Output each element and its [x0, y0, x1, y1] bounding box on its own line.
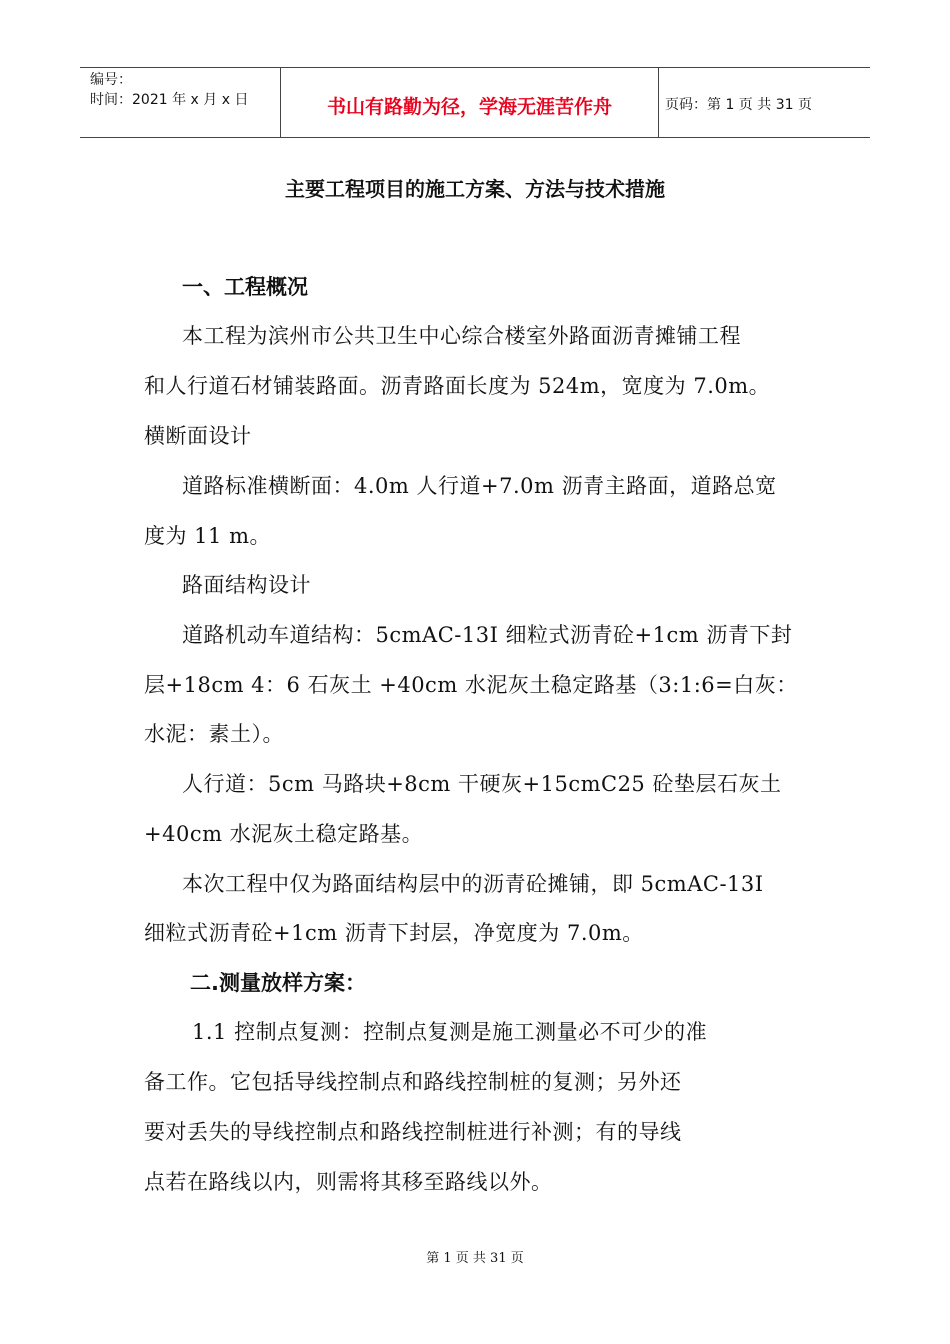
- header-page-cell: [659, 68, 870, 137]
- paragraph-line: +40cm 水泥灰土稳定路基。: [144, 822, 424, 846]
- paragraph-line: 水泥：素土）。: [144, 722, 284, 746]
- paragraph-line: 路面结构设计: [182, 573, 311, 597]
- paragraph-line: 人行道：5cm 马路块+8cm 干硬灰+15cmC25 砼垫层石灰土: [182, 772, 782, 796]
- paragraph-line: 度为 11 m。: [144, 524, 271, 548]
- section-heading-overview: 一、工程概况: [182, 275, 308, 299]
- header-meta: [80, 68, 281, 137]
- paragraph-line: 横断面设计: [144, 424, 252, 448]
- paragraph-line: 道路机动车道结构：5cmAC-13I 细粒式沥青砼+1cm 沥青下封: [182, 623, 793, 647]
- paragraph-line: 1.1 控制点复测：控制点复测是施工测量必不可少的准: [192, 1020, 708, 1044]
- number-label: 编号：: [90, 72, 132, 88]
- page-header: [80, 67, 870, 138]
- paragraph-line: 本工程为滨州市公共卫生中心综合楼室外路面沥青摊铺工程: [182, 324, 741, 348]
- header-motto: 书山有路勤为径，学海无涯苦作舟: [326, 96, 612, 118]
- document-title: 主要工程项目的施工方案、方法与技术措施: [285, 177, 665, 201]
- paragraph-line: 和人行道石材铺装路面。沥青路面长度为 524m，宽度为 7.0m。: [144, 374, 771, 398]
- paragraph-line: 备工作。它包括导线控制点和路线控制桩的复测；另外还: [144, 1070, 682, 1094]
- paragraph-line: 层+18cm 4：6 石灰土 +40cm 水泥灰土稳定路基（3:1:6=白灰：: [144, 673, 798, 697]
- time-label: 时间：2021 年 x 月 x 日: [90, 92, 249, 108]
- paragraph-line: 要对丢失的导线控制点和路线控制桩进行补测；有的导线: [144, 1120, 682, 1144]
- page-footer: 第 1 页 共 31 页: [426, 1251, 524, 1266]
- paragraph-line: 道路标准横断面：4.0m 人行道+7.0m 沥青主路面，道路总宽: [182, 474, 777, 498]
- section-heading-survey: 二.测量放样方案：: [190, 971, 366, 995]
- paragraph-line: 本次工程中仅为路面结构层中的沥青砼摊铺，即 5cmAC-13I: [182, 872, 764, 896]
- paragraph-line: 细粒式沥青砼+1cm 沥青下封层，净宽度为 7.0m。: [144, 921, 644, 945]
- header-page-info: 页码：第 1 页 共 31 页: [665, 97, 812, 113]
- paragraph-line: 点若在路线以内，则需将其移至路线以外。: [144, 1170, 553, 1194]
- header-motto-cell: [281, 68, 659, 137]
